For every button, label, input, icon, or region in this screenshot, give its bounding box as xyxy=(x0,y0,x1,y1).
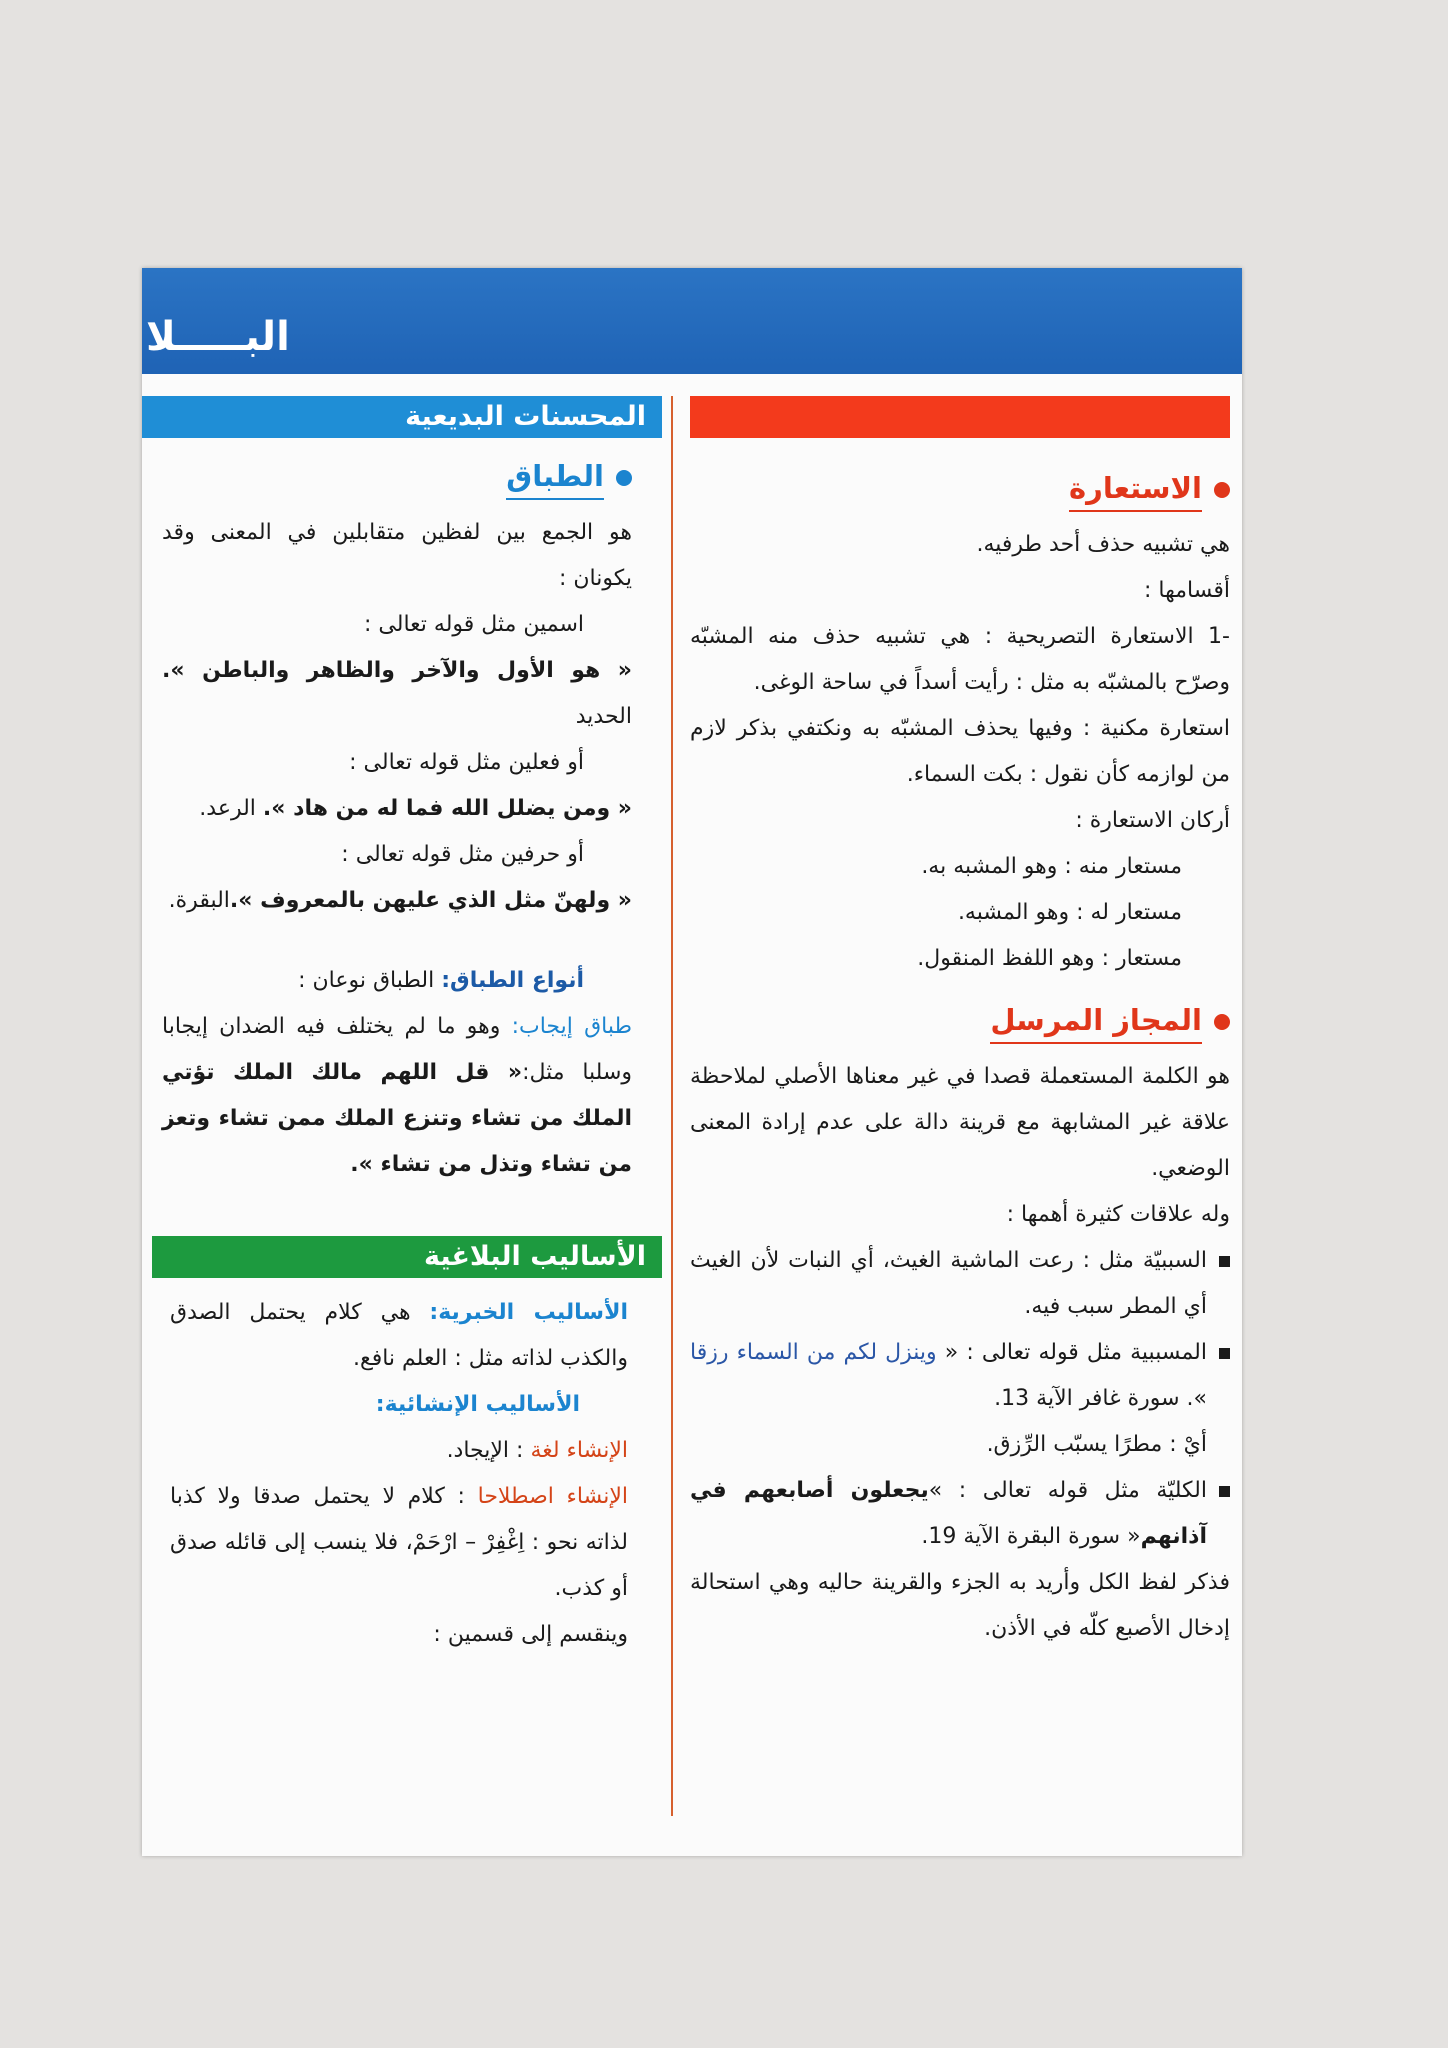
majaz-closing: فذكر لفظ الكل وأريد به الجزء والقرينة حاليه وهي استحالة إدخال الأصبع كلّه في الأذن. xyxy=(690,1570,1230,1641)
pillar-item: مستعار له : وهو المشبه. xyxy=(957,900,1182,925)
verse-source: الرعد. xyxy=(199,796,263,821)
pillar-item: مستعار : وهو اللفظ المنقول. xyxy=(917,946,1182,971)
istiara-tasrihiya: -1 الاستعارة التصريحية : هي تشبيه حذف منه المشبّه وصرّح بالمشبّه به مثل : رأيت أسداً في ساحة الوغى. xyxy=(690,624,1230,695)
khabariya-label: الأساليب الخبرية: xyxy=(429,1300,628,1325)
verse-source: ». سورة غافر الآية 13. xyxy=(994,1386,1207,1411)
square-bullet-icon xyxy=(1219,1256,1230,1267)
majaz-definition: هو الكلمة المستعملة قصدا في غير معناها الأصلي لملاحظة علاقة غير المشابهة مع قرينة دالة على عدم إرادة المعنى الوضعي. xyxy=(690,1064,1230,1181)
relation-sababiya: السببيّة مثل : رعت الماشية الغيث، أي النبات لأن الغيث أي المطر سبب فيه. xyxy=(690,1248,1207,1319)
insha-lugha-label: الإنشاء لغة xyxy=(530,1438,628,1463)
square-bullet-icon xyxy=(1219,1486,1230,1497)
bullet-dot-icon xyxy=(616,470,632,486)
istiara-types-label: أقسامها : xyxy=(1144,578,1230,603)
insha-istilah xyxy=(170,1474,628,1612)
relation-kulliya xyxy=(690,1468,1207,1560)
verse-source: البقرة. xyxy=(168,888,230,913)
verse-quote: « ومن يضلل الله فما له من هاد ». xyxy=(262,796,632,821)
left-column xyxy=(142,396,662,1658)
asalib-bar: الأساليب البلاغية xyxy=(152,1236,662,1278)
verse-quote: « هو الأول والآخر والظاهر والباطن ». xyxy=(162,658,632,683)
insha-istilah-text: : كلام لا يحتمل صدقا ولا كذبا لذاته نحو : اِغْفِرْ – ارْحَمْ، فلا ينسب إلى قائله صدق أو كذب. xyxy=(170,1484,628,1601)
muhassinat-bar: المحسنات البديعية xyxy=(142,396,662,438)
tibaq-example-3 xyxy=(162,878,632,924)
khabariya-text: هي كلام يحتمل الصدق والكذب لذاته مثل : العلم نافع. xyxy=(170,1300,628,1371)
relation-musabbabiya xyxy=(690,1330,1207,1422)
asalib-body xyxy=(142,1278,662,1658)
pillar-item: مستعار منه : وهو المشبه به. xyxy=(921,854,1182,879)
tibaq-types-text: الطباق نوعان : xyxy=(298,968,442,993)
tibaq-ijab xyxy=(162,1004,632,1188)
tibaq-definition: هو الجمع بين لفظين متقابلين في المعنى وقد يكونان : xyxy=(162,520,632,591)
majaz-heading xyxy=(690,1000,1230,1044)
relation-musabbabiya-note: أيْ : مطرًا يسبّب الرِّزق. xyxy=(986,1432,1207,1457)
tibaq-ijab-label: طباق إيجاب: xyxy=(511,1014,632,1039)
tibaq-example-1 xyxy=(162,648,632,740)
insha-lugha xyxy=(170,1428,628,1474)
verse-quote: « ولهنّ مثل الذي عليهن بالمعروف ». xyxy=(229,888,632,913)
tibaq-ijab-text: وهو ما لم يختلف فيه الضدان إيجابا وسلبا مثل: xyxy=(162,1014,632,1085)
relation-musabbabiya-intro: المسببية مثل قوله تعالى : « xyxy=(944,1340,1207,1365)
header-title: البـــــلا xyxy=(146,314,290,360)
tibaq-fil: أو فعلين مثل قوله تعالى : xyxy=(349,750,584,775)
right-column xyxy=(690,396,1230,1652)
verse-source: « سورة البقرة الآية 19. xyxy=(921,1524,1141,1549)
column-divider xyxy=(671,396,673,1816)
tibaq-title: الطباق xyxy=(506,456,604,500)
list-item xyxy=(690,1238,1230,1330)
tibaq-ism: اسمين مثل قوله تعالى : xyxy=(364,612,584,637)
tibaq-example-2 xyxy=(162,786,632,832)
insha-istilah-label: الإنشاء اصطلاحا xyxy=(477,1484,628,1509)
majaz-title: المجاز المرسل xyxy=(990,1000,1202,1044)
majaz-relations-label: وله علاقات كثيرة أهمها : xyxy=(1006,1202,1230,1227)
istiara-definition: هي تشبيه حذف أحد طرفيه. xyxy=(976,532,1230,557)
bullet-dot-icon xyxy=(1214,1014,1230,1030)
tibaq-types-label: أنواع الطباق: xyxy=(441,968,584,993)
istiara-makniya: استعارة مكنية : وفيها يحذف المشبّه به ونكتفي بذكر لازم من لوازمه كأن نقول : بكت السماء. xyxy=(690,716,1230,787)
verse-quote: وينزل لكم من السماء رزقا xyxy=(690,1340,937,1365)
red-section-bar xyxy=(690,396,1230,438)
asalib-khabariya xyxy=(170,1290,628,1382)
tibaq-harf: أو حرفين مثل قوله تعالى : xyxy=(341,842,584,867)
istiara-pillars-label: أركان الاستعارة : xyxy=(1075,808,1230,833)
verse-source: الحديد xyxy=(575,704,632,729)
tibaq-heading xyxy=(162,456,632,500)
insha-division: وينقسم إلى قسمين : xyxy=(433,1622,628,1647)
asalib-section xyxy=(142,1236,662,1658)
muhassinat-body xyxy=(142,456,662,1188)
verse-quote: يجعلون أصابعهم في آذانهم xyxy=(690,1478,1207,1549)
list-item xyxy=(690,1330,1230,1468)
istiara-heading xyxy=(690,468,1230,512)
verse-quote: « قل اللهم مالك الملك تؤتي الملك من تشاء وتنزع الملك ممن تشاء وتعز من تشاء وتذل من تشاء ». xyxy=(162,1060,632,1177)
istiara-title: الاستعارة xyxy=(1069,468,1202,512)
square-bullet-icon xyxy=(1219,1348,1230,1359)
header-band xyxy=(142,268,1242,374)
insha-lugha-text: : الإيجاد. xyxy=(446,1438,531,1463)
tibaq-types xyxy=(162,958,632,1004)
inshaiya-label: الأساليب الإنشائية: xyxy=(375,1392,580,1417)
asalib-inshaiya xyxy=(170,1382,628,1428)
bullet-dot-icon xyxy=(1214,482,1230,498)
list-item xyxy=(690,1468,1230,1560)
relation-kulliya-intro: الكليّة مثل قوله تعالى : » xyxy=(928,1478,1207,1503)
booklet-page xyxy=(142,268,1242,1856)
